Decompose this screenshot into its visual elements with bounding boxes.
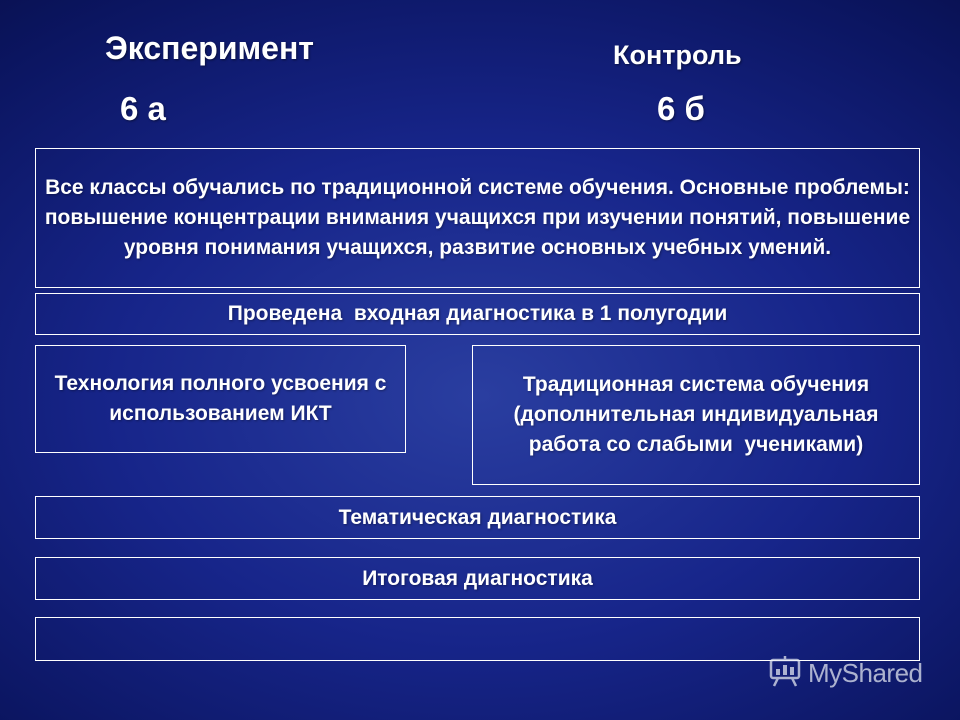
control-method-box (472, 345, 920, 485)
experiment-heading: Эксперимент (105, 30, 314, 66)
control-heading: Контроль (613, 40, 742, 70)
experiment-class-label: 6 а (120, 90, 166, 127)
entry-diagnostics-text: Проведена входная диагностика в 1 полугодии (227, 302, 728, 325)
experiment-method-box (35, 345, 406, 453)
presentation-board-icon (768, 655, 802, 692)
intro-text: Все классы обучались по традиционной системе обучения. Основные проблемы: повышение концентрации внимания учащихся при изучении понятий, повышение уровня понимания учащихся, развитие основных учебных умений. (44, 176, 911, 259)
thematic-diagnostics-text: Тематическая диагностика (338, 505, 617, 529)
thematic-diagnostics-box (35, 496, 920, 539)
final-diagnostics-text: Итоговая диагностика (362, 566, 593, 590)
entry-diagnostics-box (35, 293, 920, 335)
final-diagnostics-box (35, 557, 920, 600)
control-class-label: 6 б (657, 90, 705, 127)
watermark-text: MyShared (808, 658, 923, 688)
experiment-method-text: Технология полного усвоения с использованием ИКТ (54, 372, 387, 425)
watermark (768, 655, 923, 692)
control-method-text: Традиционная система обучения (дополнительная индивидуальная работа со слабыми учениками) (513, 373, 885, 456)
intro-box (35, 148, 920, 288)
